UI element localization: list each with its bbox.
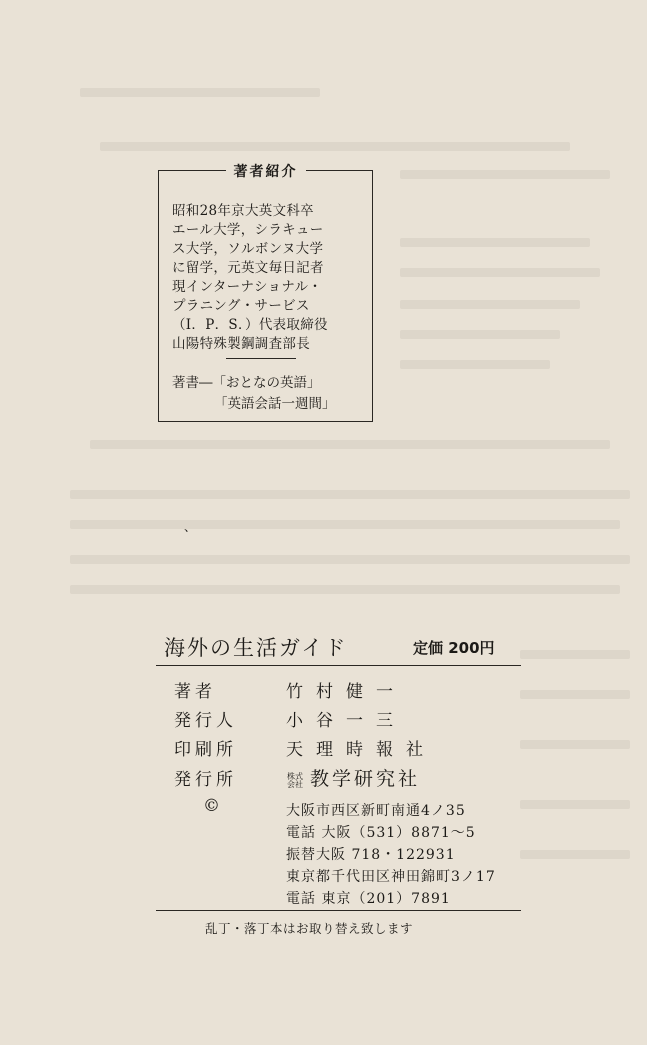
book-price: 定価 200円 [413,639,495,657]
bio-line: プラニング・サービス [172,298,310,314]
publisher-name: 教学研究社 [310,768,421,790]
colophon-row-publisher [174,764,420,791]
books-line: 「英語会話一週間」 [214,396,336,412]
author-bio [172,202,362,354]
address-line: 電話 東京（201）7891 [286,891,451,907]
colophon-row-author [174,677,406,702]
colophon-row-printer [174,735,436,760]
bio-line: ス大学，ソルボンヌ大学 [172,241,324,257]
row-value: 小谷一三 [286,711,406,731]
stray-mark: 、 [184,520,197,534]
address-line: 東京都千代田区神田錦町3ノ17 [286,869,496,885]
book-title: 海外の生活ガイド [164,636,348,660]
address-line: 振替大阪 718・122931 [286,847,456,863]
bio-line: エール大学，シラキュー [172,222,324,238]
row-value: 天理時報社 [286,740,436,760]
row-value: 竹村健一 [286,682,406,702]
bio-line: 現インターナショナル・ [172,279,323,295]
bio-line: 山陽特殊製鋼調査部長 [172,336,310,352]
address-line: 電話 大阪（531）8871〜5 [286,825,476,841]
row-label: 印刷所 [174,740,237,760]
bio-divider [226,358,296,359]
kabushiki-kaisha-mark: 株式会社 [287,771,303,789]
author-profile-heading: 著者紹介 [226,164,306,180]
bio-line: に留学，元英文毎日記者 [172,260,324,276]
bio-line: （I．P．S．）代表取締役 [172,317,328,333]
colophon-bottom-rule [156,910,521,911]
colophon-row-publisher-person [174,706,406,731]
author-books [172,373,336,415]
copyright-symbol: © [203,796,220,816]
colophon-top-rule [156,665,521,666]
books-line: 著書―「おとなの英語」 [172,375,321,391]
row-label: 発行所 [174,770,237,790]
bio-line: 昭和28年京大英文科卒 [172,203,314,219]
row-label: 著者 [174,682,216,702]
row-label: 発行人 [174,711,237,731]
misprint-notice: 乱丁・落丁本はお取り替え致します [205,921,414,936]
address-line: 大阪市西区新町南通4ノ35 [286,803,466,819]
